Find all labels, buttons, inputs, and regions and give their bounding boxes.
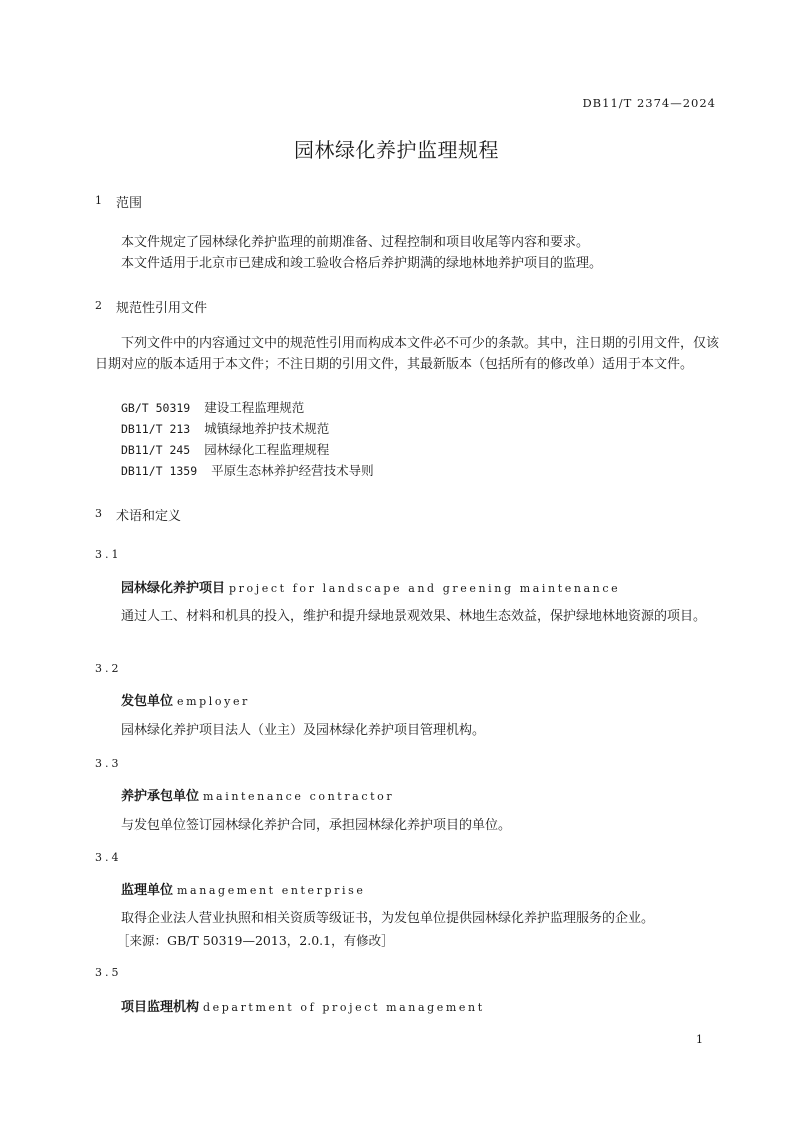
term-number: 3.3 [95,757,122,770]
term-chinese: 园林绿化养护项目 [121,581,226,596]
term-english: department of project management [203,1001,485,1014]
paragraph: 本文件规定了园林绿化养护监理的前期准备、过程控制和项目收尾等内容和要求。 [121,235,590,250]
reference-item [121,440,329,458]
section-number: 3 [95,507,102,520]
term-entry [121,690,250,709]
reference-title: 城镇绿地养护技术规范 [204,421,330,436]
paragraph: 本文件适用于北京市已建成和竣工验收合格后养护期满的绿地林地养护项目的监理。 [121,256,603,271]
term-chinese: 养护承包单位 [121,789,200,804]
term-number: 3.1 [95,548,122,561]
term-entry [121,879,366,898]
term-entry [121,577,620,596]
term-definition: 通过人工、材料和机具的投入，维护和提升绿地景观效果、林地生态效益，保护绿地林地资源的项目。 [121,609,707,624]
section-number: 1 [95,194,102,207]
term-english: project for landscape and greening maintenance [229,582,621,595]
section-number: 2 [95,299,102,312]
term-definition: 取得企业法人营业执照和相关资质等级证书，为发包单位提供园林绿化养护监理服务的企业。 [121,911,655,926]
reference-code: DB11/T 213 [121,422,191,436]
reference-title: 平原生态林养护经营技术导则 [211,463,374,478]
term-entry [121,785,394,804]
section-heading: 范围 [116,196,143,211]
term-definition: 与发包单位签订园林绿化养护合同，承担园林绿化养护项目的单位。 [121,818,512,833]
reference-code: DB11/T 1359 [121,464,198,478]
reference-code: GB/T 50319 [121,401,191,415]
reference-title: 建设工程监理规范 [204,400,305,415]
page-number: 1 [696,1033,703,1046]
term-entry [121,996,485,1015]
reference-title: 园林绿化工程监理规程 [204,442,330,457]
term-chinese: 发包单位 [121,694,174,709]
paragraph: 下列文件中的内容通过文中的规范性引用而构成本文件必不可少的条款。其中，注日期的引用文件，仅该日期对应的版本适用于本文件；不注日期的引用文件，其最新版本（包括所有的修改单）适用于本文件。 [95,336,720,372]
section-heading: 术语和定义 [116,509,182,524]
reference-item [121,461,374,479]
reference-item [121,419,329,437]
standard-number: DB11/T 2374—2024 [582,96,716,110]
term-english: employer [177,695,250,708]
term-number: 3.4 [95,851,122,864]
term-english: management enterprise [177,884,366,897]
reference-code: DB11/T 245 [121,443,191,457]
term-english: maintenance contractor [203,790,395,803]
term-chinese: 监理单位 [121,883,174,898]
term-source-note: ［来源：GB/T 50319—2013，2.0.1，有修改］ [117,933,394,948]
term-number: 3.5 [95,966,122,979]
reference-item [121,398,304,416]
term-number: 3.2 [95,662,122,675]
term-chinese: 项目监理机构 [121,1000,200,1015]
document-title: 园林绿化养护监理规程 [294,138,499,162]
section-heading: 规范性引用文件 [116,301,208,316]
term-definition: 园林绿化养护项目法人（业主）及园林绿化养护项目管理机构。 [121,723,486,738]
